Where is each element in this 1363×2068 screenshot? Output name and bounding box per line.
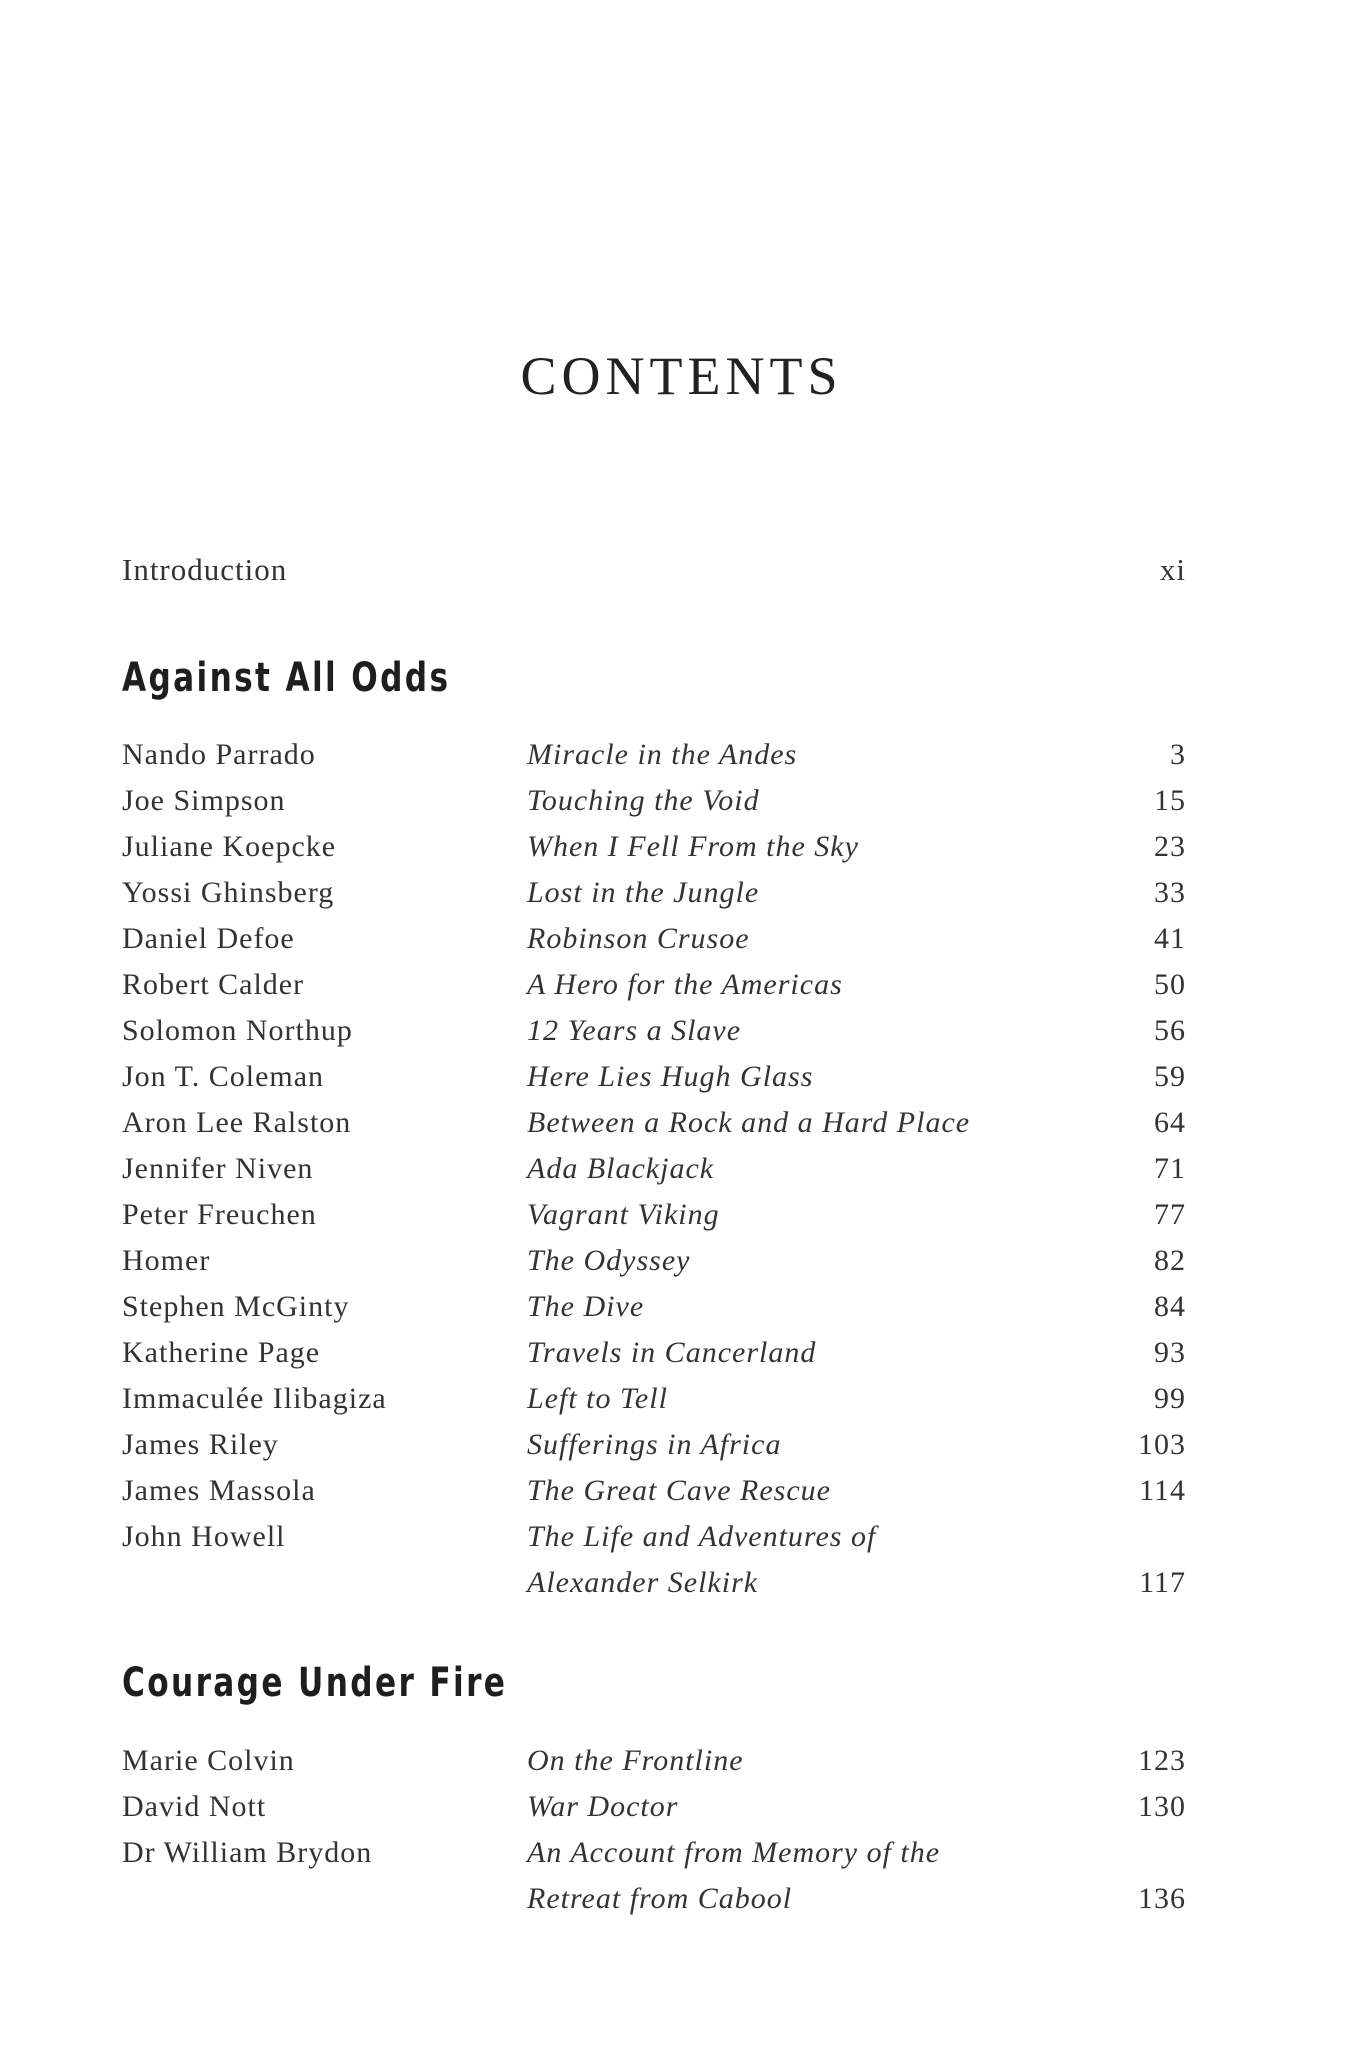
toc-entry — [122, 1836, 1186, 1928]
entry-page-number: 77 — [1154, 1198, 1186, 1231]
toc-entry — [122, 830, 1186, 876]
entry-title: Here Lies Hugh Glass — [527, 1060, 814, 1093]
toc-entry — [122, 1244, 1186, 1290]
entry-page-number: 56 — [1154, 1014, 1186, 1047]
toc-entry — [122, 1014, 1186, 1060]
entry-page-number: 50 — [1154, 968, 1186, 1001]
toc-entry — [122, 1428, 1186, 1474]
entry-title: Travels in Cancerland — [527, 1336, 817, 1369]
entry-title: The Life and Adventures of — [527, 1520, 877, 1553]
entry-title: A Hero for the Americas — [527, 968, 843, 1001]
entry-author: Robert Calder — [122, 968, 305, 1001]
toc-entry — [122, 1106, 1186, 1152]
entry-title: Retreat from Cabool — [527, 1882, 793, 1915]
introduction-entry — [122, 552, 1186, 592]
entry-title: 12 Years a Slave — [527, 1014, 742, 1047]
entry-author: Yossi Ghinsberg — [122, 876, 335, 909]
entry-title: The Dive — [527, 1290, 645, 1323]
entry-page-number: 64 — [1154, 1106, 1186, 1139]
toc-entry — [122, 1152, 1186, 1198]
section-heading-against-all-odds: Against All Odds — [122, 655, 451, 701]
entry-page-number: 3 — [1170, 738, 1186, 771]
toc-entry — [122, 1336, 1186, 1382]
entry-author: David Nott — [122, 1790, 267, 1823]
entry-page-number: 82 — [1154, 1244, 1186, 1277]
entry-title: Vagrant Viking — [527, 1198, 720, 1231]
section-heading-courage-under-fire: Courage Under Fire — [122, 1660, 508, 1706]
entry-author: John Howell — [122, 1520, 286, 1553]
toc-entry — [122, 738, 1186, 784]
entry-author: Nando Parrado — [122, 738, 316, 771]
toc-entry — [122, 1474, 1186, 1520]
entry-author: James Riley — [122, 1428, 279, 1461]
entry-title: Alexander Selkirk — [527, 1566, 759, 1599]
entry-author: Joe Simpson — [122, 784, 286, 817]
entry-author: James Massola — [122, 1474, 316, 1507]
entry-page-number: 123 — [1138, 1744, 1186, 1777]
entry-title: War Doctor — [527, 1790, 679, 1823]
entry-page-number: 15 — [1154, 784, 1186, 817]
entry-author: Jon T. Coleman — [122, 1060, 325, 1093]
entry-title: Touching the Void — [527, 784, 760, 817]
toc-entry — [122, 1790, 1186, 1836]
entry-title: On the Frontline — [527, 1744, 744, 1777]
entry-page-number: 93 — [1154, 1336, 1186, 1369]
toc-entry — [122, 1060, 1186, 1106]
toc-entry — [122, 1382, 1186, 1428]
entry-page-number: 103 — [1138, 1428, 1186, 1461]
entry-author: Jennifer Niven — [122, 1152, 314, 1185]
entry-page-number: 71 — [1154, 1152, 1186, 1185]
entry-author: Stephen McGinty — [122, 1290, 350, 1323]
entry-title: Between a Rock and a Hard Place — [527, 1106, 971, 1139]
entry-title: The Great Cave Rescue — [527, 1474, 831, 1507]
introduction-page-number: xi — [1159, 552, 1186, 587]
entry-page-number: 23 — [1154, 830, 1186, 863]
entry-author: Immaculée Ilibagiza — [122, 1382, 387, 1415]
entry-author: Katherine Page — [122, 1336, 321, 1369]
entry-title: The Odyssey — [527, 1244, 691, 1277]
section-entries-courage-under-fire — [122, 1744, 1186, 1928]
entry-author: Dr William Brydon — [122, 1836, 373, 1869]
entry-author: Peter Freuchen — [122, 1198, 317, 1231]
toc-entry — [122, 784, 1186, 830]
entry-title: Sufferings in Africa — [527, 1428, 782, 1461]
toc-entry — [122, 1290, 1186, 1336]
toc-entry — [122, 1198, 1186, 1244]
entry-title: When I Fell From the Sky — [527, 830, 859, 863]
toc-entry — [122, 922, 1186, 968]
entry-author: Marie Colvin — [122, 1744, 295, 1777]
entry-author: Daniel Defoe — [122, 922, 295, 955]
section-entries-against-all-odds — [122, 738, 1186, 1612]
entry-title: An Account from Memory of the — [527, 1836, 941, 1869]
entry-page-number: 33 — [1154, 876, 1186, 909]
toc-entry — [122, 968, 1186, 1014]
entry-author: Solomon Northup — [122, 1014, 353, 1047]
entry-page-number: 114 — [1139, 1474, 1186, 1507]
toc-entry — [122, 1520, 1186, 1612]
entry-page-number: 130 — [1138, 1790, 1186, 1823]
entry-title: Lost in the Jungle — [527, 876, 760, 909]
entry-page-number: 59 — [1154, 1060, 1186, 1093]
toc-entry — [122, 876, 1186, 922]
entry-page-number: 99 — [1154, 1382, 1186, 1415]
entry-author: Juliane Koepcke — [122, 830, 337, 863]
entry-page-number: 41 — [1154, 922, 1186, 955]
entry-title: Ada Blackjack — [527, 1152, 715, 1185]
entry-page-number: 84 — [1154, 1290, 1186, 1323]
page-title: CONTENTS — [520, 346, 843, 406]
entry-author: Homer — [122, 1244, 211, 1277]
entry-title: Left to Tell — [527, 1382, 668, 1415]
entry-title: Robinson Crusoe — [527, 922, 750, 955]
toc-entry — [122, 1744, 1186, 1790]
entry-page-number: 117 — [1139, 1566, 1186, 1599]
introduction-label: Introduction — [122, 552, 288, 587]
entry-title: Miracle in the Andes — [527, 738, 798, 771]
entry-page-number: 136 — [1138, 1882, 1186, 1915]
entry-author: Aron Lee Ralston — [122, 1106, 352, 1139]
